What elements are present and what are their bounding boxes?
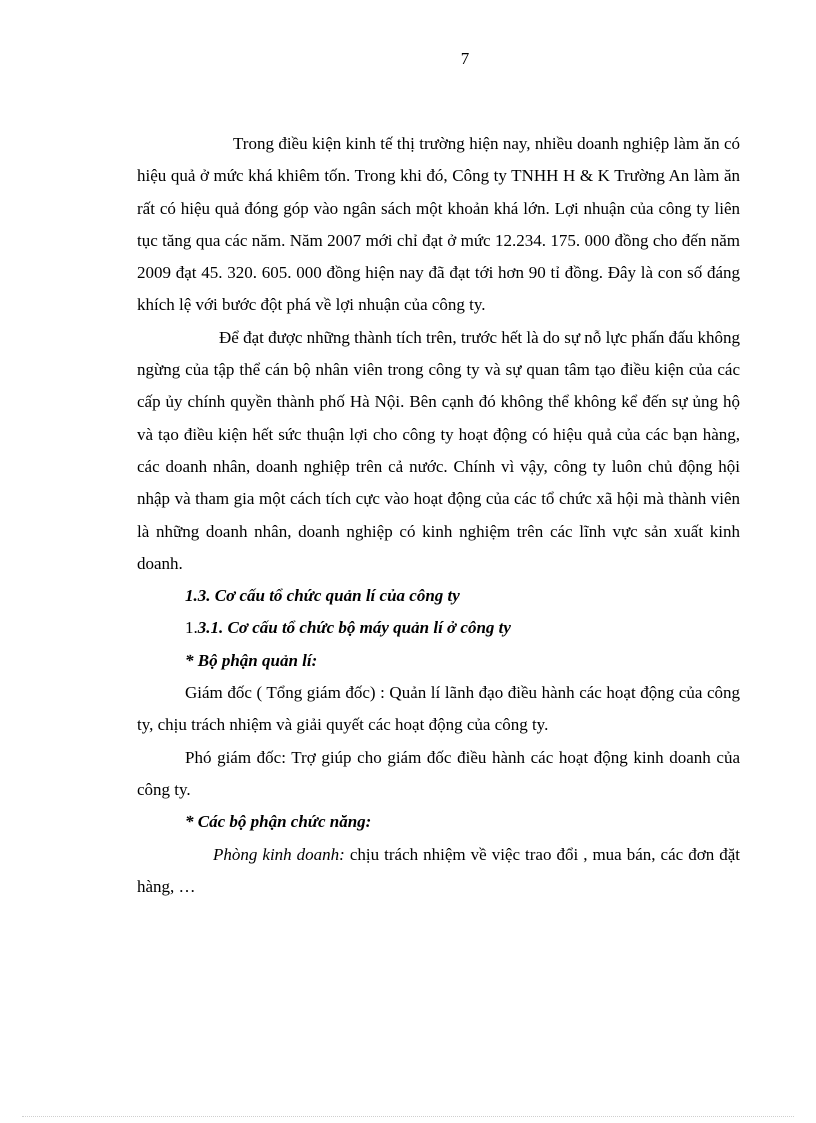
section-heading-1-3: 1.3. Cơ cấu tổ chức quản lí của công ty xyxy=(185,586,460,606)
footer-divider xyxy=(22,1116,794,1117)
paragraph-profit: Trong điều kiện kinh tế thị trường hiện nay, nhiều doanh nghiệp làm ăn có hiệu quả ở mức khá khiêm tốn. Trong khi đó, Công ty TNHH H & K Trường An làm ăn rất có hiệu quả đóng góp vào ngân sách một khoản khá lớn. Lợi nhuận của công ty liên tục tăng qua các năm. Năm 2007 mới chỉ đạt ở mức 12.234. 175. 000 đồng cho đến năm 2009 đạt 45. 320. 605. 000 đồng hiện nay đã đạt tới hơn 90 tỉ đồng. Đây là con số đáng khích lệ với bước đột phá về lợi nhuận của công ty. xyxy=(137,134,740,315)
page-body xyxy=(137,128,740,903)
heading-prefix: 1. xyxy=(185,618,198,638)
sales-department-label: Phòng kinh doanh: xyxy=(213,844,345,864)
paragraph-sales-department xyxy=(137,839,740,904)
paragraph-director: Giám đốc ( Tổng giám đốc) : Quản lí lãnh đạo điều hành các hoạt động của công ty, chịu trách nhiệm và giải quyết các hoạt động của công ty. xyxy=(137,683,740,735)
subheading-functional: * Các bộ phận chức năng: xyxy=(185,812,372,832)
heading-text: 3.1. Cơ cấu tổ chức bộ máy quản lí ở công ty xyxy=(197,618,511,638)
subheading-management: * Bộ phận quản lí: xyxy=(185,650,318,670)
sales-department-text: chịu trách nhiệm về việc trao đổi , mua bán, các đơn đặt hàng, … xyxy=(137,844,740,896)
paragraph-deputy-director: Phó giám đốc: Trợ giúp cho giám đốc điều hành các hoạt động kinh doanh của công ty. xyxy=(137,747,740,799)
paragraph-achievements: Để đạt được những thành tích trên, trước hết là do sự nỗ lực phấn đấu không ngừng của tập thể cán bộ nhân viên trong công ty và sự quan tâm tạo điều kiện của các cấp ủy chính quyền thành phố Hà Nội. Bên cạnh đó không thể không kể đến sự ủng hộ và tạo điều kiện hết sức thuận lợi cho công ty hoạt động có hiệu quả của các bạn hàng, các doanh nhân, doanh nghiệp trên cả nước. Chính vì vậy, công ty luôn chủ động hội nhập và tham gia một cách tích cực vào hoạt động của các tổ chức xã hội mà thành viên là những doanh nhân, doanh nghiệp có kinh nghiệm trên các lĩnh vực sản xuất kinh doanh. xyxy=(137,327,740,573)
page-number: 7 xyxy=(460,49,470,68)
section-heading-1-3-1 xyxy=(137,612,740,644)
